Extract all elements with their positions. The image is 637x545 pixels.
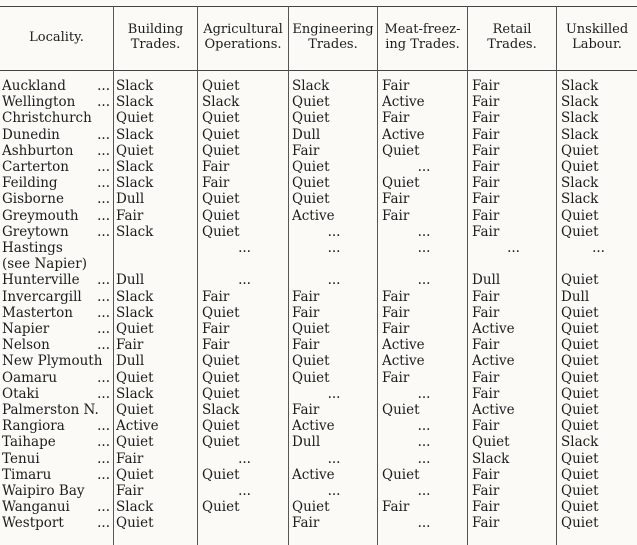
locality-name: Napier <box>2 321 50 337</box>
locality-name: Hastings <box>2 240 63 256</box>
locality-name: Rangiora <box>2 418 65 434</box>
cell-meat-freezing-trades: ... <box>417 386 431 402</box>
cell-agricultural-operations: Quiet <box>202 305 240 321</box>
leader-dots: ... <box>97 418 110 434</box>
cell-engineering-trades: ... <box>327 272 341 288</box>
locality-cell <box>2 143 112 160</box>
leader-dots: ... <box>97 370 110 386</box>
cell-unskilled-labour: Slack <box>561 110 599 126</box>
cell-agricultural-operations: Quiet <box>202 467 240 483</box>
leader-dots: ... <box>97 386 110 402</box>
cell-engineering-trades: Quiet <box>292 94 330 110</box>
locality-name: (see Napier) <box>2 256 87 272</box>
column-divider <box>377 6 378 545</box>
cell-engineering-trades: ... <box>327 451 341 467</box>
cell-engineering-trades: Fair <box>292 289 320 305</box>
header-meat-freezing-trades: Meat-freez- ing Trades. <box>384 22 461 52</box>
header-agricultural-operations: Agricultural Operations. <box>203 22 283 52</box>
locality-cell <box>2 110 112 127</box>
locality-cell <box>2 353 112 370</box>
locality-name: Oamaru <box>2 370 58 386</box>
column-divider <box>556 6 557 545</box>
cell-meat-freezing-trades: ... <box>417 483 431 499</box>
cell-engineering-trades: Quiet <box>292 191 330 207</box>
cell-meat-freezing-trades: Active <box>382 127 425 143</box>
locality-cell <box>2 289 112 306</box>
cell-retail-trades: Fair <box>472 305 500 321</box>
cell-agricultural-operations: Quiet <box>202 353 240 369</box>
cell-unskilled-labour: Slack <box>561 191 599 207</box>
cell-unskilled-labour: Quiet <box>561 499 599 515</box>
locality-name: Wanganui <box>2 499 70 515</box>
leader-dots: ... <box>97 175 110 191</box>
cell-building-trades: Quiet <box>116 467 154 483</box>
cell-meat-freezing-trades: ... <box>417 224 431 240</box>
leader-dots: ... <box>97 499 110 515</box>
cell-agricultural-operations: Slack <box>202 94 240 110</box>
locality-cell <box>2 321 112 338</box>
cell-retail-trades: Fair <box>472 127 500 143</box>
locality-cell <box>2 78 112 95</box>
cell-unskilled-labour: Quiet <box>561 418 599 434</box>
locality-cell <box>2 272 112 289</box>
locality-cell <box>2 175 112 192</box>
cell-building-trades: Quiet <box>116 110 154 126</box>
leader-dots: ... <box>97 208 110 224</box>
cell-unskilled-labour: Quiet <box>561 321 599 337</box>
locality-name: Westport <box>2 515 64 531</box>
locality-name: New Plymouth <box>2 353 103 369</box>
locality-cell <box>2 515 112 532</box>
cell-unskilled-labour: Slack <box>561 78 599 94</box>
cell-agricultural-operations <box>202 515 287 532</box>
cell-agricultural-operations: Quiet <box>202 127 240 143</box>
locality-name: Taihape <box>2 434 56 450</box>
cell-building-trades: Slack <box>116 499 154 515</box>
cell-retail-trades: Fair <box>472 224 500 240</box>
cell-meat-freezing-trades: ... <box>417 515 431 531</box>
cell-meat-freezing-trades: Quiet <box>382 143 420 159</box>
cell-agricultural-operations: Fair <box>202 289 230 305</box>
locality-cell <box>2 305 112 322</box>
locality-name: Wellington <box>2 94 76 110</box>
locality-name: Timaru <box>2 467 52 483</box>
cell-retail-trades: Active <box>472 402 515 418</box>
cell-meat-freezing-trades: Fair <box>382 78 410 94</box>
leader-dots: ... <box>97 289 110 305</box>
locality-cell <box>2 224 112 241</box>
leader-dots: ... <box>97 434 110 450</box>
cell-meat-freezing-trades: Active <box>382 353 425 369</box>
leader-dots: ... <box>97 305 110 321</box>
cell-unskilled-labour: Quiet <box>561 515 599 531</box>
leader-dots: ... <box>97 143 110 159</box>
header-unskilled-labour: Unskilled Labour. <box>565 22 629 52</box>
cell-building-trades: Slack <box>116 127 154 143</box>
cell-agricultural-operations: Fair <box>202 337 230 353</box>
cell-retail-trades: Fair <box>472 370 500 386</box>
cell-engineering-trades: Quiet <box>292 499 330 515</box>
cell-meat-freezing-trades: Quiet <box>382 402 420 418</box>
cell-agricultural-operations: ... <box>238 240 251 256</box>
cell-meat-freezing-trades: ... <box>417 434 431 450</box>
header-locality: Locality. <box>29 29 84 45</box>
cell-building-trades: Slack <box>116 159 154 175</box>
column-divider <box>113 6 114 545</box>
locality-cell <box>2 240 112 257</box>
cell-agricultural-operations: Quiet <box>202 191 240 207</box>
cell-retail-trades: Active <box>472 321 515 337</box>
cell-unskilled-labour: Quiet <box>561 483 599 499</box>
cell-agricultural-operations: Quiet <box>202 78 240 94</box>
cell-engineering-trades: ... <box>327 224 341 240</box>
cell-meat-freezing-trades: Quiet <box>382 175 420 191</box>
locality-name: Greytown <box>2 224 69 240</box>
cell-unskilled-labour: Quiet <box>561 370 599 386</box>
cell-agricultural-operations <box>202 256 287 273</box>
leader-dots: ... <box>97 515 110 531</box>
cell-building-trades: Quiet <box>116 402 154 418</box>
cell-engineering-trades: Quiet <box>292 110 330 126</box>
cell-building-trades: Quiet <box>116 370 154 386</box>
locality-cell <box>2 127 112 144</box>
leader-dots: ... <box>97 321 110 337</box>
cell-building-trades: Fair <box>116 208 144 224</box>
cell-meat-freezing-trades: ... <box>417 451 431 467</box>
cell-unskilled-labour: Quiet <box>561 402 599 418</box>
cell-engineering-trades: Slack <box>292 78 330 94</box>
cell-unskilled-labour: Dull <box>561 289 590 305</box>
leader-dots: ... <box>97 467 110 483</box>
header-bottom-rule <box>0 70 637 71</box>
leader-dots: ... <box>97 127 110 143</box>
cell-engineering-trades: Fair <box>292 143 320 159</box>
cell-building-trades: Fair <box>116 451 144 467</box>
cell-retail-trades: Fair <box>472 159 500 175</box>
cell-retail-trades: Fair <box>472 191 500 207</box>
cell-building-trades: Slack <box>116 94 154 110</box>
cell-retail-trades: Fair <box>472 386 500 402</box>
cell-engineering-trades: Dull <box>292 127 321 143</box>
locality-cell <box>2 386 112 403</box>
locality-name: Christchurch <box>2 110 92 126</box>
locality-name: Hunterville <box>2 272 80 288</box>
cell-engineering-trades: Fair <box>292 515 320 531</box>
cell-engineering-trades <box>292 256 376 273</box>
cell-retail-trades: Fair <box>472 110 500 126</box>
cell-retail-trades: Quiet <box>472 434 510 450</box>
cell-meat-freezing-trades: ... <box>417 159 431 175</box>
header-top-rule <box>0 6 637 7</box>
leader-dots: ... <box>97 337 110 353</box>
cell-unskilled-labour: Quiet <box>561 208 599 224</box>
cell-engineering-trades: Dull <box>292 434 321 450</box>
cell-meat-freezing-trades: Fair <box>382 321 410 337</box>
cell-meat-freezing-trades: Active <box>382 337 425 353</box>
cell-building-trades: Slack <box>116 224 154 240</box>
locality-cell <box>2 256 112 273</box>
locality-cell <box>2 418 112 435</box>
leader-dots: ... <box>97 272 110 288</box>
leader-dots: ... <box>97 78 110 94</box>
cell-retail-trades: Fair <box>472 175 500 191</box>
cell-engineering-trades: ... <box>327 483 341 499</box>
cell-unskilled-labour: Slack <box>561 175 599 191</box>
cell-engineering-trades: Quiet <box>292 321 330 337</box>
cell-agricultural-operations: Quiet <box>202 434 240 450</box>
locality-cell <box>2 191 112 208</box>
cell-building-trades <box>116 240 196 257</box>
cell-building-trades: Active <box>116 418 159 434</box>
cell-agricultural-operations: Quiet <box>202 386 240 402</box>
cell-agricultural-operations: Quiet <box>202 208 240 224</box>
leader-dots: ... <box>97 159 110 175</box>
cell-meat-freezing-trades <box>382 256 466 273</box>
cell-retail-trades: Fair <box>472 418 500 434</box>
locality-name: Palmerston N. <box>2 402 99 418</box>
cell-unskilled-labour: Quiet <box>561 451 599 467</box>
locality-name: Invercargill <box>2 289 82 305</box>
cell-agricultural-operations: Quiet <box>202 418 240 434</box>
cell-unskilled-labour <box>561 256 636 273</box>
locality-name: Tenui <box>2 451 40 467</box>
cell-engineering-trades: Fair <box>292 337 320 353</box>
cell-building-trades: Fair <box>116 483 144 499</box>
cell-agricultural-operations: ... <box>238 272 251 288</box>
cell-engineering-trades: Active <box>292 418 335 434</box>
cell-engineering-trades: Fair <box>292 305 320 321</box>
locality-name: Auckland <box>2 78 66 94</box>
cell-meat-freezing-trades: Active <box>382 94 425 110</box>
cell-building-trades: Dull <box>116 272 145 288</box>
locality-cell <box>2 467 112 484</box>
cell-meat-freezing-trades: ... <box>417 418 431 434</box>
cell-retail-trades: Fair <box>472 467 500 483</box>
cell-engineering-trades: Quiet <box>292 353 330 369</box>
cell-building-trades: Dull <box>116 353 145 369</box>
locality-cell <box>2 208 112 225</box>
locality-cell <box>2 402 112 419</box>
cell-agricultural-operations: Quiet <box>202 499 240 515</box>
cell-agricultural-operations: Slack <box>202 402 240 418</box>
cell-retail-trades: Active <box>472 353 515 369</box>
locality-name: Gisborne <box>2 191 64 207</box>
cell-agricultural-operations: Quiet <box>202 110 240 126</box>
cell-agricultural-operations: Fair <box>202 159 230 175</box>
locality-cell <box>2 499 112 516</box>
cell-retail-trades: Slack <box>472 451 510 467</box>
locality-name: Greymouth <box>2 208 79 224</box>
cell-building-trades: Slack <box>116 175 154 191</box>
locality-cell <box>2 337 112 354</box>
cell-unskilled-labour: Slack <box>561 434 599 450</box>
cell-unskilled-labour: Quiet <box>561 386 599 402</box>
cell-unskilled-labour: Quiet <box>561 159 599 175</box>
locality-cell <box>2 451 112 468</box>
cell-meat-freezing-trades: Fair <box>382 499 410 515</box>
cell-retail-trades: ... <box>507 240 520 256</box>
cell-unskilled-labour: Slack <box>561 127 599 143</box>
cell-building-trades: Slack <box>116 289 154 305</box>
column-divider <box>197 6 198 545</box>
cell-unskilled-labour: Quiet <box>561 224 599 240</box>
cell-engineering-trades: Active <box>292 208 335 224</box>
cell-building-trades: Quiet <box>116 143 154 159</box>
leader-dots: ... <box>97 191 110 207</box>
locality-name: Feilding <box>2 175 58 191</box>
leader-dots: ... <box>97 94 110 110</box>
locality-name: Carterton <box>2 159 69 175</box>
leader-dots: ... <box>97 224 110 240</box>
cell-retail-trades: Fair <box>472 143 500 159</box>
cell-meat-freezing-trades: Fair <box>382 208 410 224</box>
locality-name: Ashburton <box>2 143 74 159</box>
cell-retail-trades: Fair <box>472 208 500 224</box>
cell-meat-freezing-trades: Fair <box>382 191 410 207</box>
cell-meat-freezing-trades: Fair <box>382 370 410 386</box>
cell-engineering-trades: Quiet <box>292 175 330 191</box>
cell-engineering-trades: ... <box>327 386 341 402</box>
locality-name: Waipiro Bay <box>2 483 85 499</box>
cell-agricultural-operations: Quiet <box>202 224 240 240</box>
cell-building-trades: Quiet <box>116 434 154 450</box>
cell-retail-trades: Fair <box>472 499 500 515</box>
cell-unskilled-labour: Quiet <box>561 337 599 353</box>
cell-unskilled-labour: Quiet <box>561 305 599 321</box>
cell-unskilled-labour: Quiet <box>561 353 599 369</box>
cell-agricultural-operations: Quiet <box>202 143 240 159</box>
cell-engineering-trades: Quiet <box>292 370 330 386</box>
locality-name: Otaki <box>2 386 40 402</box>
locality-cell <box>2 434 112 451</box>
cell-engineering-trades: Quiet <box>292 159 330 175</box>
locality-cell <box>2 94 112 111</box>
cell-engineering-trades: Active <box>292 467 335 483</box>
cell-retail-trades: Fair <box>472 94 500 110</box>
cell-unskilled-labour: ... <box>592 240 605 256</box>
cell-building-trades: Dull <box>116 191 145 207</box>
cell-unskilled-labour: Quiet <box>561 143 599 159</box>
cell-retail-trades: Dull <box>472 272 501 288</box>
locality-cell <box>2 370 112 387</box>
cell-building-trades: Fair <box>116 337 144 353</box>
cell-building-trades: Slack <box>116 305 154 321</box>
cell-retail-trades: Fair <box>472 515 500 531</box>
locality-name: Masterton <box>2 305 73 321</box>
cell-retail-trades: Fair <box>472 78 500 94</box>
cell-building-trades: Slack <box>116 78 154 94</box>
cell-unskilled-labour: Quiet <box>561 272 599 288</box>
cell-building-trades: Quiet <box>116 515 154 531</box>
locality-cell <box>2 483 112 500</box>
cell-retail-trades: Fair <box>472 337 500 353</box>
cell-unskilled-labour: Slack <box>561 94 599 110</box>
cell-meat-freezing-trades: ... <box>417 272 431 288</box>
leader-dots: ... <box>97 451 110 467</box>
header-building-trades: Building Trades. <box>127 22 184 52</box>
column-divider <box>467 6 468 545</box>
cell-meat-freezing-trades: Quiet <box>382 467 420 483</box>
cell-retail-trades <box>472 256 555 273</box>
locality-cell <box>2 159 112 176</box>
cell-building-trades: Slack <box>116 386 154 402</box>
header-retail-trades: Retail Trades. <box>487 22 537 52</box>
header-engineering-trades: Engineering Trades. <box>292 22 374 52</box>
cell-meat-freezing-trades: ... <box>417 240 431 256</box>
cell-retail-trades: Fair <box>472 289 500 305</box>
column-divider <box>288 6 289 545</box>
locality-name: Nelson <box>2 337 50 353</box>
cell-meat-freezing-trades: Fair <box>382 305 410 321</box>
cell-agricultural-operations: Fair <box>202 321 230 337</box>
cell-agricultural-operations: ... <box>238 483 251 499</box>
cell-engineering-trades: ... <box>327 240 341 256</box>
cell-building-trades <box>116 256 196 273</box>
cell-agricultural-operations: Fair <box>202 175 230 191</box>
cell-unskilled-labour: Quiet <box>561 467 599 483</box>
locality-name: Dunedin <box>2 127 60 143</box>
cell-building-trades: Quiet <box>116 321 154 337</box>
cell-meat-freezing-trades: Fair <box>382 110 410 126</box>
cell-meat-freezing-trades: Fair <box>382 289 410 305</box>
cell-engineering-trades: Fair <box>292 402 320 418</box>
cell-retail-trades: Fair <box>472 483 500 499</box>
cell-agricultural-operations: ... <box>238 451 251 467</box>
cell-agricultural-operations: Quiet <box>202 370 240 386</box>
